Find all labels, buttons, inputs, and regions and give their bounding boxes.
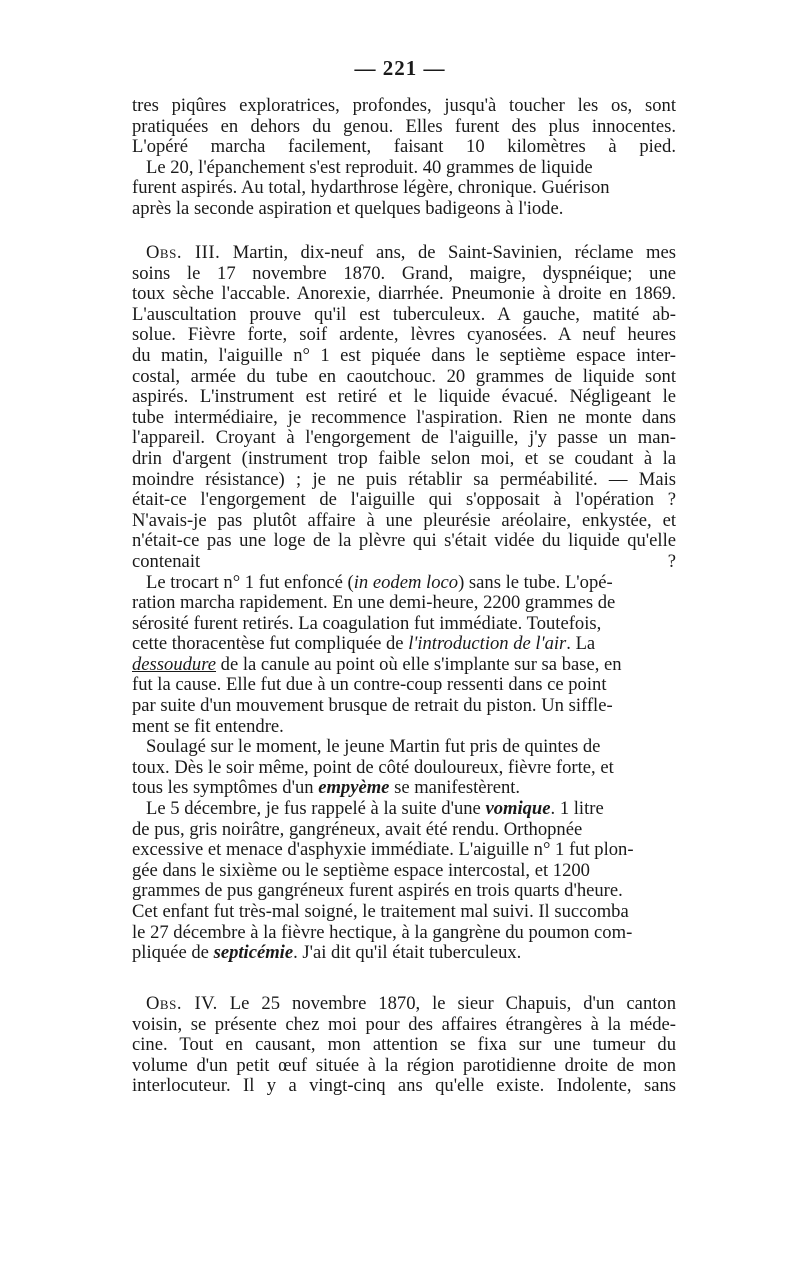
text-line: cine. Tout en causant, mon attention se fixa sur une tumeur du: [132, 1034, 676, 1056]
text-line: ration marcha rapidement. En une demi-heure, 2200 grammes de: [132, 592, 616, 614]
text-line: L'opéré marcha facilement, faisant 10 kilomètres à pied.: [132, 136, 676, 158]
paragraph: [132, 573, 676, 738]
text-line: n'était-ce pas une loge de la plèvre qui s'était vidée du liquide qu'elle: [132, 530, 676, 552]
latin-phrase: in eodem loco: [353, 571, 459, 593]
emphasis: l'introduction de l'air: [408, 633, 567, 655]
text-block-obs-3: [132, 243, 676, 964]
text-line: de pus, gris noirâtre, gangréneux, avait été rendu. Orthopnée: [132, 818, 583, 840]
text-line: fut la cause. Elle fut due à un contre-coup ressenti dans ce point: [132, 674, 607, 696]
text-line: toux sèche l'accable. Anorexie, diarrhée. Pneumonie à droite en 1869.: [132, 283, 676, 305]
text-line: du matin, l'aiguille n° 1 est piquée dans le septième espace inter-: [132, 344, 676, 366]
text-segment: cette thoracentèse fut compliquée de: [132, 633, 409, 655]
text-segment: se manifestèrent.: [389, 777, 521, 799]
paragraph-obs-3: [132, 243, 676, 573]
text-line: après la seconde aspiration et quelques badigeons à l'iode.: [132, 197, 564, 219]
text-line: moindre résistance) ; je ne puis rétablir sa perméabilité. — Mais: [132, 468, 676, 490]
text-line: N'avais-je pas plutôt affaire à une pleurésie aréolaire, enkystée, et: [132, 509, 676, 531]
text-segment: Le trocart n° 1 fut enfoncé (: [146, 571, 354, 593]
paragraph: [132, 96, 676, 158]
emphasis-underlined: dessoudure: [132, 653, 217, 675]
emphasis: septicémie: [213, 942, 294, 964]
text-line: Martin, dix-neuf ans, de Saint-Savinien, réclame mes: [220, 242, 676, 263]
text-line: costal, armée du tube en caoutchouc. 20 grammes de liquide sont: [132, 365, 676, 387]
text-segment: . J'ai dit qu'il était tuberculeux.: [293, 942, 522, 964]
text-segment: pliquée de: [132, 942, 214, 964]
text-line: soins le 17 novembre 1870. Grand, maigre, dyspnéique; une: [132, 262, 676, 284]
page-number: — 221 —: [354, 56, 446, 80]
obs-label: Obs. IV.: [146, 993, 218, 1014]
text-line: drin d'argent (instrument trop faible selon moi, et se coudant à la: [132, 447, 676, 469]
paragraph: [132, 799, 676, 964]
text-line: L'auscultation prouve qu'il est tuberculeux. A gauche, matité ab-: [132, 303, 676, 325]
text-line: l'appareil. Croyant à l'engorgement de l'aiguille, j'y passe un man-: [132, 427, 676, 449]
text-segment: tous les symptômes d'un: [132, 777, 319, 799]
text-line: était-ce l'engorgement de l'aiguille qui s'opposait à l'opération ?: [132, 489, 676, 511]
text-line: sérosité furent retirés. La coagulation fut immédiate. Toutefois,: [132, 612, 602, 634]
text-line: Cet enfant fut très-mal soigné, le traitement mal suivi. Il succomba: [132, 901, 629, 922]
text-line: interlocuteur. Il y a vingt-cinq ans qu'elle existe. Indolente, sans: [132, 1075, 676, 1097]
text-line: tres piqûres exploratrices, profondes, jusqu'à toucher les os, sont: [132, 95, 676, 116]
text-line: tube intermédiaire, je recommence l'aspiration. Rien ne monte dans: [132, 406, 676, 428]
text-line: grammes de pus gangréneux furent aspirés en trois quarts d'heure.: [132, 880, 623, 902]
text-line: solue. Fièvre forte, soif ardente, lèvres cyanosées. A neuf heures: [132, 324, 676, 346]
paragraph: [132, 158, 676, 220]
text-line: Le 25 novembre 1870, le sieur Chapuis, d'un canton: [217, 993, 676, 1014]
text-line: volume d'un petit œuf située à la région parotidienne droite de mon: [132, 1054, 676, 1076]
text-line: gée dans le sixième ou le septième espace intercostal, et 1200: [132, 859, 590, 881]
text-block-obs-4: [132, 994, 676, 1097]
text-line: Le 20, l'épanchement s'est reproduit. 40 grammes de liquide: [146, 156, 593, 178]
text-line: excessive et menace d'asphyxie immédiate. L'aiguille n° 1 fut plon-: [132, 839, 634, 861]
text-segment: . La: [566, 633, 596, 655]
emphasis: empyème: [318, 777, 390, 799]
paragraph: [132, 737, 676, 799]
text-line: furent aspirés. Au total, hydarthrose légère, chronique. Guérison: [132, 177, 610, 199]
text-segment: . 1 litre: [550, 798, 604, 820]
text-line: par suite d'un mouvement brusque de retrait du piston. Un siffle-: [132, 695, 613, 717]
text-segment: ) sans le tube. L'opé-: [458, 571, 613, 593]
text-segment: Le 5 décembre, je fus rappelé à la suite d'une: [146, 798, 486, 820]
emphasis: vomique: [485, 798, 551, 820]
text-line: le 27 décembre à la fièvre hectique, à la gangrène du poumon com-: [132, 921, 633, 943]
text-line: toux. Dès le soir même, point de côté douloureux, fièvre forte, et: [132, 756, 614, 778]
obs-label: Obs. III.: [146, 242, 221, 263]
text-line: voisin, se présente chez moi pour des affaires étrangères à la méde-: [132, 1013, 676, 1035]
text-line: pratiquées en dehors du genou. Elles furent des plus innocentes.: [132, 115, 676, 137]
text-block-opening: [132, 96, 676, 220]
text-line: Soulagé sur le moment, le jeune Martin fut pris de quintes de: [146, 736, 601, 758]
text-segment: de la canule au point où elle s'implante sur sa base, en: [216, 653, 622, 675]
paragraph-obs-4: [132, 994, 676, 1097]
text-line: ment se fit entendre.: [132, 715, 284, 737]
text-line: aspirés. L'instrument est retiré et le liquide évacué. Négligeant le: [132, 386, 676, 408]
text-line: contenait ?: [132, 550, 676, 572]
